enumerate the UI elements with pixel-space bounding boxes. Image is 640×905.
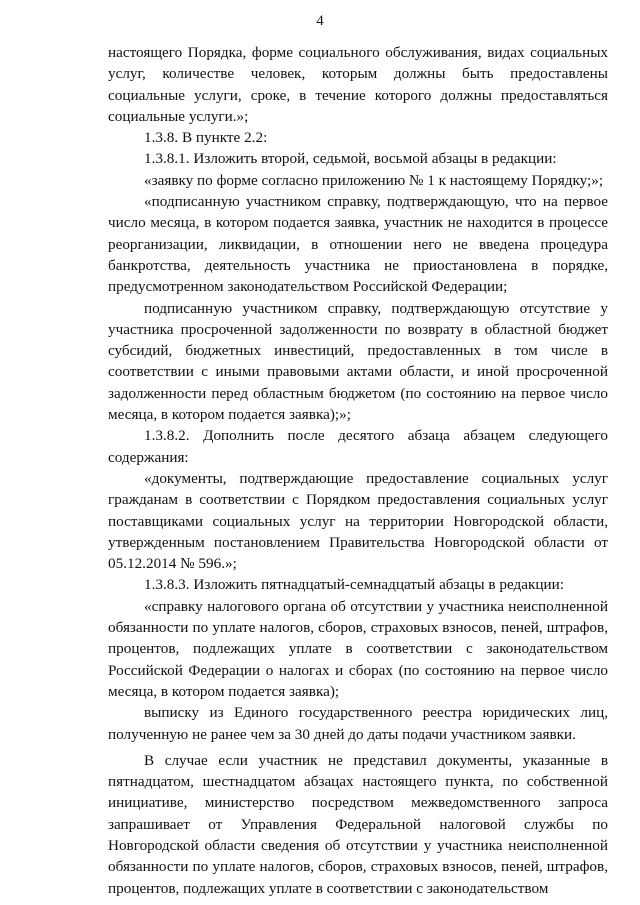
paragraph-7: 1.3.8.2. Дополнить после десятого абзаца абзацем следующего содержания: [108, 427, 608, 466]
paragraph-1: настоящего Порядка, форме социального обслуживания, видах социальных услуг, количестве человек, которым должны быть предоставлены социальные услуги, сроке, в течение которого должны предоставляться социальные услуги.»; [108, 44, 608, 125]
paragraph-9: 1.3.8.3. Изложить пятнадцатый-семнадцатый абзацы в редакции: [144, 576, 564, 594]
document-body [108, 42, 608, 899]
paragraph-12: В случае если участник не представил документы, указанные в пятнадцатом, шестнадцатом абзацах настоящего пункта, по собственной инициативе, министерство посредством межведомственного запроса запрашивает от Управления Федеральной налоговой службы по Новгородской области сведения об отсутствии у участника неисполненной обязанности по уплате налогов, сборов, страховых взносов, пеней, штрафов, процентов, подлежащих уплате в соответствии с законодательством [108, 751, 608, 897]
paragraph-8: «документы, подтверждающие предоставление социальных услуг гражданам в соответствии с Порядком предоставления социальных услуг поставщиками социальных услуг на территории Новгородской области, утвержденным постановлением Правительства Новгородской области от 05.12.2014 № 596.»; [108, 469, 608, 573]
page-number: 4 [316, 13, 324, 29]
paragraph-11: выписку из Единого государственного реестра юридических лиц, полученную не ранее чем за 30 дней до даты подачи участником заявки. [108, 704, 608, 743]
paragraph-2: 1.3.8. В пункте 2.2: [144, 129, 268, 147]
paragraph-5: «подписанную участником справку, подтверждающую, что на первое число месяца, в котором подается заявка, участник не находится в процессе реорганизации, ликвидации, в отношении него не введена процедура банкротства, деятельность участника не приостановлена в порядке, предусмотренном законодательством Российской Федерации; [108, 193, 608, 296]
paragraph-6: подписанную участником справку, подтверждающую отсутствие у участника просроченной задолженности по возврату в областной бюджет субсидий, бюджетных инвестиций, предоставленных в том числе в соответствии с иными правовыми актами области, и иной просроченной задолженности перед областным бюджетом (по состоянию на первое число месяца, в котором подается заявка);»; [108, 299, 608, 424]
paragraph-3: 1.3.8.1. Изложить второй, седьмой, восьмой абзацы в редакции: [144, 150, 557, 168]
paragraph-4: «заявку по форме согласно приложению № 1 к настоящему Порядку;»; [144, 171, 604, 189]
paragraph-10: «справку налогового органа об отсутствии у участника неисполненной обязанности по уплате налогов, сборов, страховых взносов, пеней, штрафов, процентов, подлежащих уплате в соответствии с законодательством Российской Федерации о налогах и сборах (по состоянию на первое число месяца, в котором подается заявка); [108, 597, 608, 700]
